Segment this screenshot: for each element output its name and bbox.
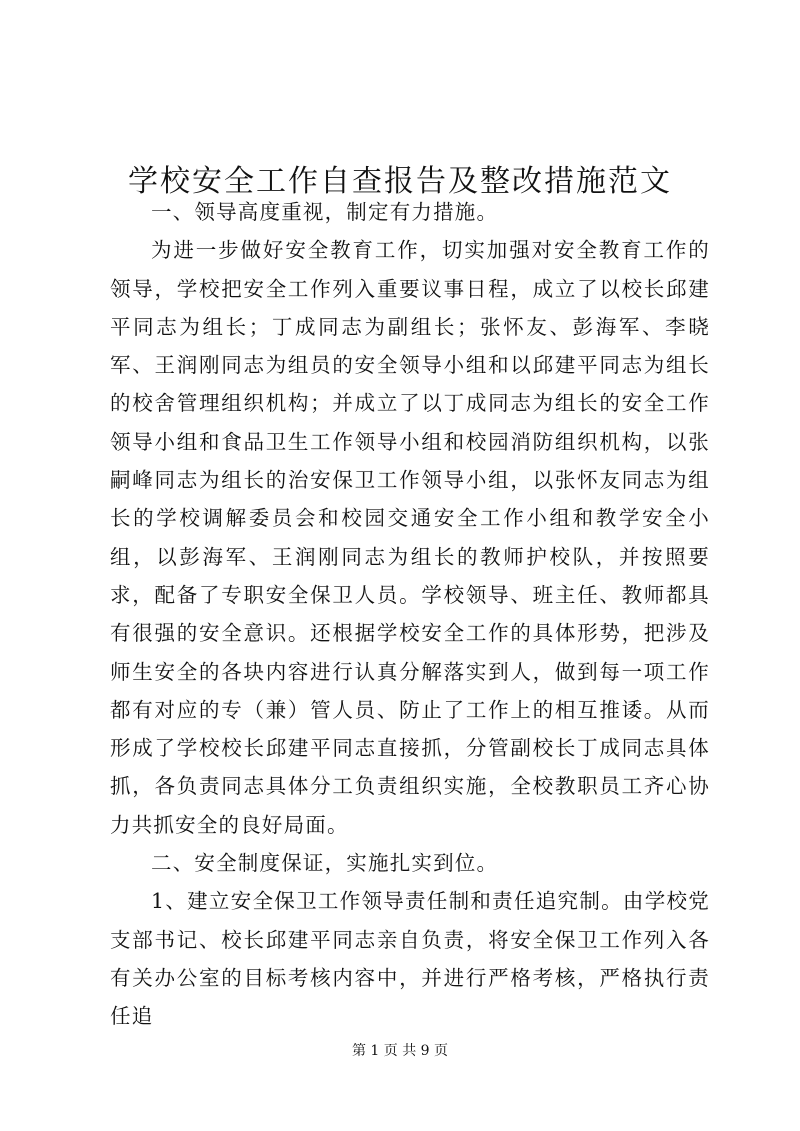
- document-title: 学校安全工作自查报告及整改措施范文: [128, 164, 672, 200]
- section-heading-1: 一、领导高度重视，制定有力措施。: [151, 200, 499, 224]
- document-body: [110, 193, 710, 1036]
- body-paragraph-1: 为进一步做好安全教育工作，切实加强对安全教育工作的领导，学校把安全工作列入重要议事日程，成立了以校长邱建平同志为组长；丁成同志为副组长；张怀友、彭海军、李晓军、王润刚同志为组员的安全领导小组和以邱建平同志为组长的校舍管理组织机构；并成立了以丁成同志为组长的安全工作领导小组和食品卫生工作领导小组和校园消防组织机构，以张嗣峰同志为组长的治安保卫工作领导小组，以张怀友同志为组长的学校调解委员会和校园交通安全工作小组和教学安全小组，以彭海军、王润刚同志为组长的教师护校队，并按照要求，配备了专职安全保卫人员。学校领导、班主任、教师都具有很强的安全意识。还根据学校安全工作的具体形势，把涉及师生安全的各块内容进行认真分解落实到人，做到每一项工作都有对应的专（兼）管人员、防止了工作上的相互推诿。从而形成了学校校长邱建平同志直接抓，分管副校长丁成同志具体抓，各负责同志具体分工负责组织实施，全校教职员工齐心协力共抓安全的良好局面。: [110, 238, 710, 837]
- body-paragraph-2: 1、建立安全保卫工作领导责任制和责任追究制。由学校党支部书记、校长邱建平同志亲自负责，将安全保卫工作列入各有关办公室的目标考核内容中，并进行严格考核，严格执行责任追: [110, 889, 710, 1029]
- section-heading-2: 二、安全制度保证，实施扎实到位。: [151, 851, 499, 876]
- page-footer: 第 1 页 共 9 页: [351, 1043, 449, 1059]
